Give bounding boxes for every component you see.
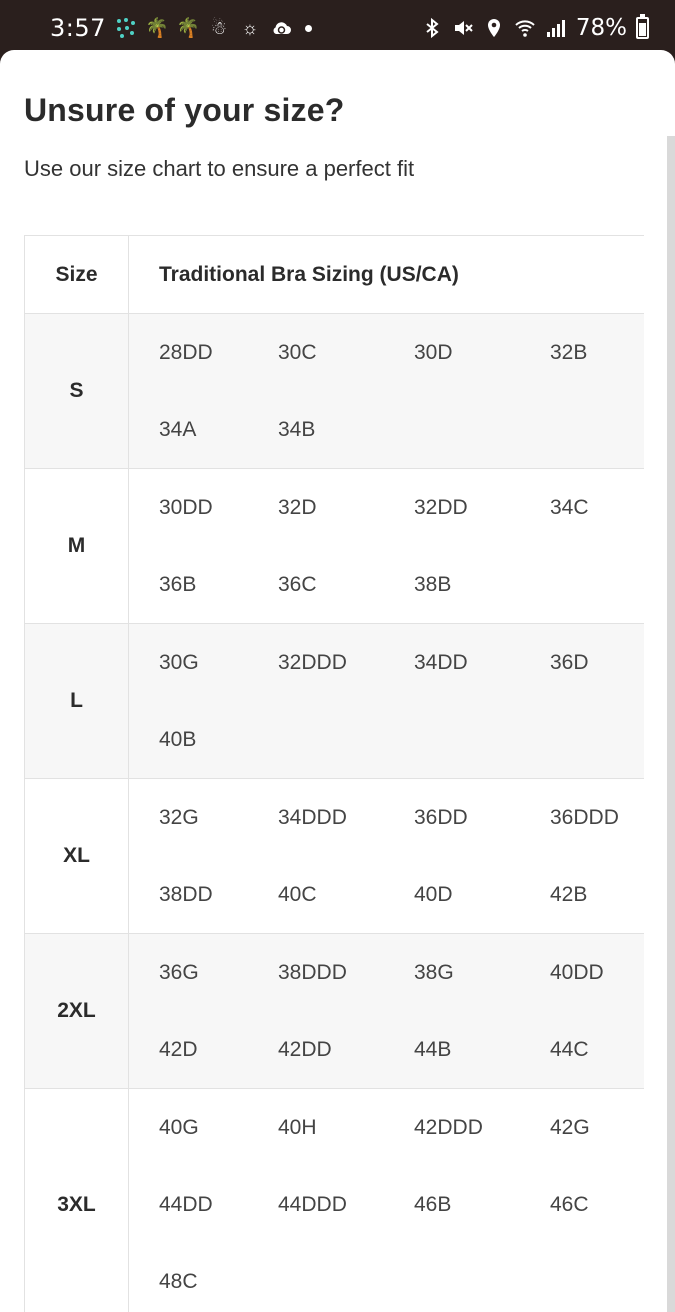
palm-tree-icon: 🌴	[145, 17, 169, 39]
table-row	[25, 779, 644, 934]
snowman-icon: ☃	[210, 18, 227, 38]
bra-size-cell: 32B	[550, 340, 588, 364]
bra-size-cell: 42D	[159, 1037, 198, 1061]
bra-size-cell: 32G	[159, 805, 199, 829]
bra-size-cell: 30DD	[159, 495, 213, 519]
wifi-icon	[514, 17, 536, 39]
bra-size-cell: 46B	[414, 1192, 452, 1216]
bra-size-cell: 32DDD	[278, 650, 347, 674]
bra-size-cell: 36C	[278, 572, 317, 596]
table-row	[25, 934, 644, 1089]
bra-size-cell: 30C	[278, 340, 317, 364]
page-subtitle: Use our size chart to ensure a perfect fit	[24, 156, 415, 181]
bra-size-cell: 34C	[550, 495, 589, 519]
table-row	[25, 1089, 644, 1312]
bra-size-cell: 38G	[414, 960, 454, 984]
row-bra-sizes	[129, 1089, 644, 1312]
row-bra-sizes	[129, 314, 644, 468]
bra-size-cell: 38DD	[159, 882, 213, 906]
bra-size-cell: 36B	[159, 572, 197, 596]
header-size: Size	[25, 236, 129, 313]
row-size-label: XL	[25, 779, 129, 933]
bra-size-cell: 46C	[550, 1192, 589, 1216]
notification-dot-icon	[305, 25, 312, 32]
page-title: Unsure of your size?	[24, 92, 345, 128]
status-bar	[0, 0, 675, 56]
status-time: 3:57	[50, 14, 106, 42]
bra-size-cell: 34DDD	[278, 805, 347, 829]
size-chart-sheet	[0, 50, 675, 1312]
cloud-sync-icon	[270, 17, 292, 39]
location-icon	[483, 17, 505, 39]
bra-size-cell: 44DDD	[278, 1192, 347, 1216]
bra-size-cell: 42DD	[278, 1037, 332, 1061]
bra-size-cell: 42DDD	[414, 1115, 483, 1139]
bra-size-cell: 38B	[414, 572, 452, 596]
bra-size-cell: 40G	[159, 1115, 199, 1139]
size-chart-table	[24, 235, 644, 1312]
bra-size-cell: 40H	[278, 1115, 317, 1139]
table-row	[25, 314, 644, 469]
bra-size-cell: 40B	[159, 727, 197, 751]
palm-tree-icon: 🌴	[176, 17, 200, 39]
mute-icon	[452, 17, 474, 39]
bluetooth-icon	[421, 17, 443, 39]
bra-size-cell: 44C	[550, 1037, 589, 1061]
row-bra-sizes	[129, 469, 644, 623]
scrollbar[interactable]	[667, 136, 675, 1312]
bra-size-cell: 40D	[414, 882, 453, 906]
bra-size-cell: 28DD	[159, 340, 213, 364]
bra-size-cell: 36DDD	[550, 805, 619, 829]
bra-size-cell: 44B	[414, 1037, 452, 1061]
bra-size-cell: 34DD	[414, 650, 468, 674]
bra-size-cell: 36D	[550, 650, 589, 674]
row-size-label: M	[25, 469, 129, 623]
bra-size-cell: 30D	[414, 340, 453, 364]
bra-size-cell: 44DD	[159, 1192, 213, 1216]
row-bra-sizes	[129, 624, 644, 778]
bra-size-cell: 36G	[159, 960, 199, 984]
row-size-label: S	[25, 314, 129, 468]
row-bra-sizes	[129, 779, 644, 933]
battery-icon	[636, 17, 649, 39]
bra-size-cell: 48C	[159, 1269, 198, 1293]
bra-size-cell: 30G	[159, 650, 199, 674]
row-size-label: L	[25, 624, 129, 778]
bra-size-cell: 32DD	[414, 495, 468, 519]
signal-icon	[545, 17, 567, 39]
sun-icon: ☼	[241, 18, 259, 38]
bra-size-cell: 38DDD	[278, 960, 347, 984]
row-bra-sizes	[129, 934, 644, 1088]
status-right	[421, 15, 649, 41]
status-left	[50, 14, 312, 42]
row-size-label: 2XL	[25, 934, 129, 1088]
table-row	[25, 469, 644, 624]
bra-size-cell: 42B	[550, 882, 588, 906]
bra-size-cell: 40DD	[550, 960, 604, 984]
table-row	[25, 624, 644, 779]
dots-app-icon	[115, 17, 137, 39]
header-traditional-sizing: Traditional Bra Sizing (US/CA)	[159, 262, 459, 286]
bra-size-cell: 32D	[278, 495, 317, 519]
bra-size-cell: 34A	[159, 417, 197, 441]
row-size-label: 3XL	[25, 1089, 129, 1312]
table-header-row	[25, 236, 644, 314]
bra-size-cell: 36DD	[414, 805, 468, 829]
bra-size-cell: 34B	[278, 417, 316, 441]
bra-size-cell: 42G	[550, 1115, 590, 1139]
table-body	[25, 314, 644, 1312]
bra-size-cell: 40C	[278, 882, 317, 906]
battery-percentage: 78%	[575, 15, 627, 41]
